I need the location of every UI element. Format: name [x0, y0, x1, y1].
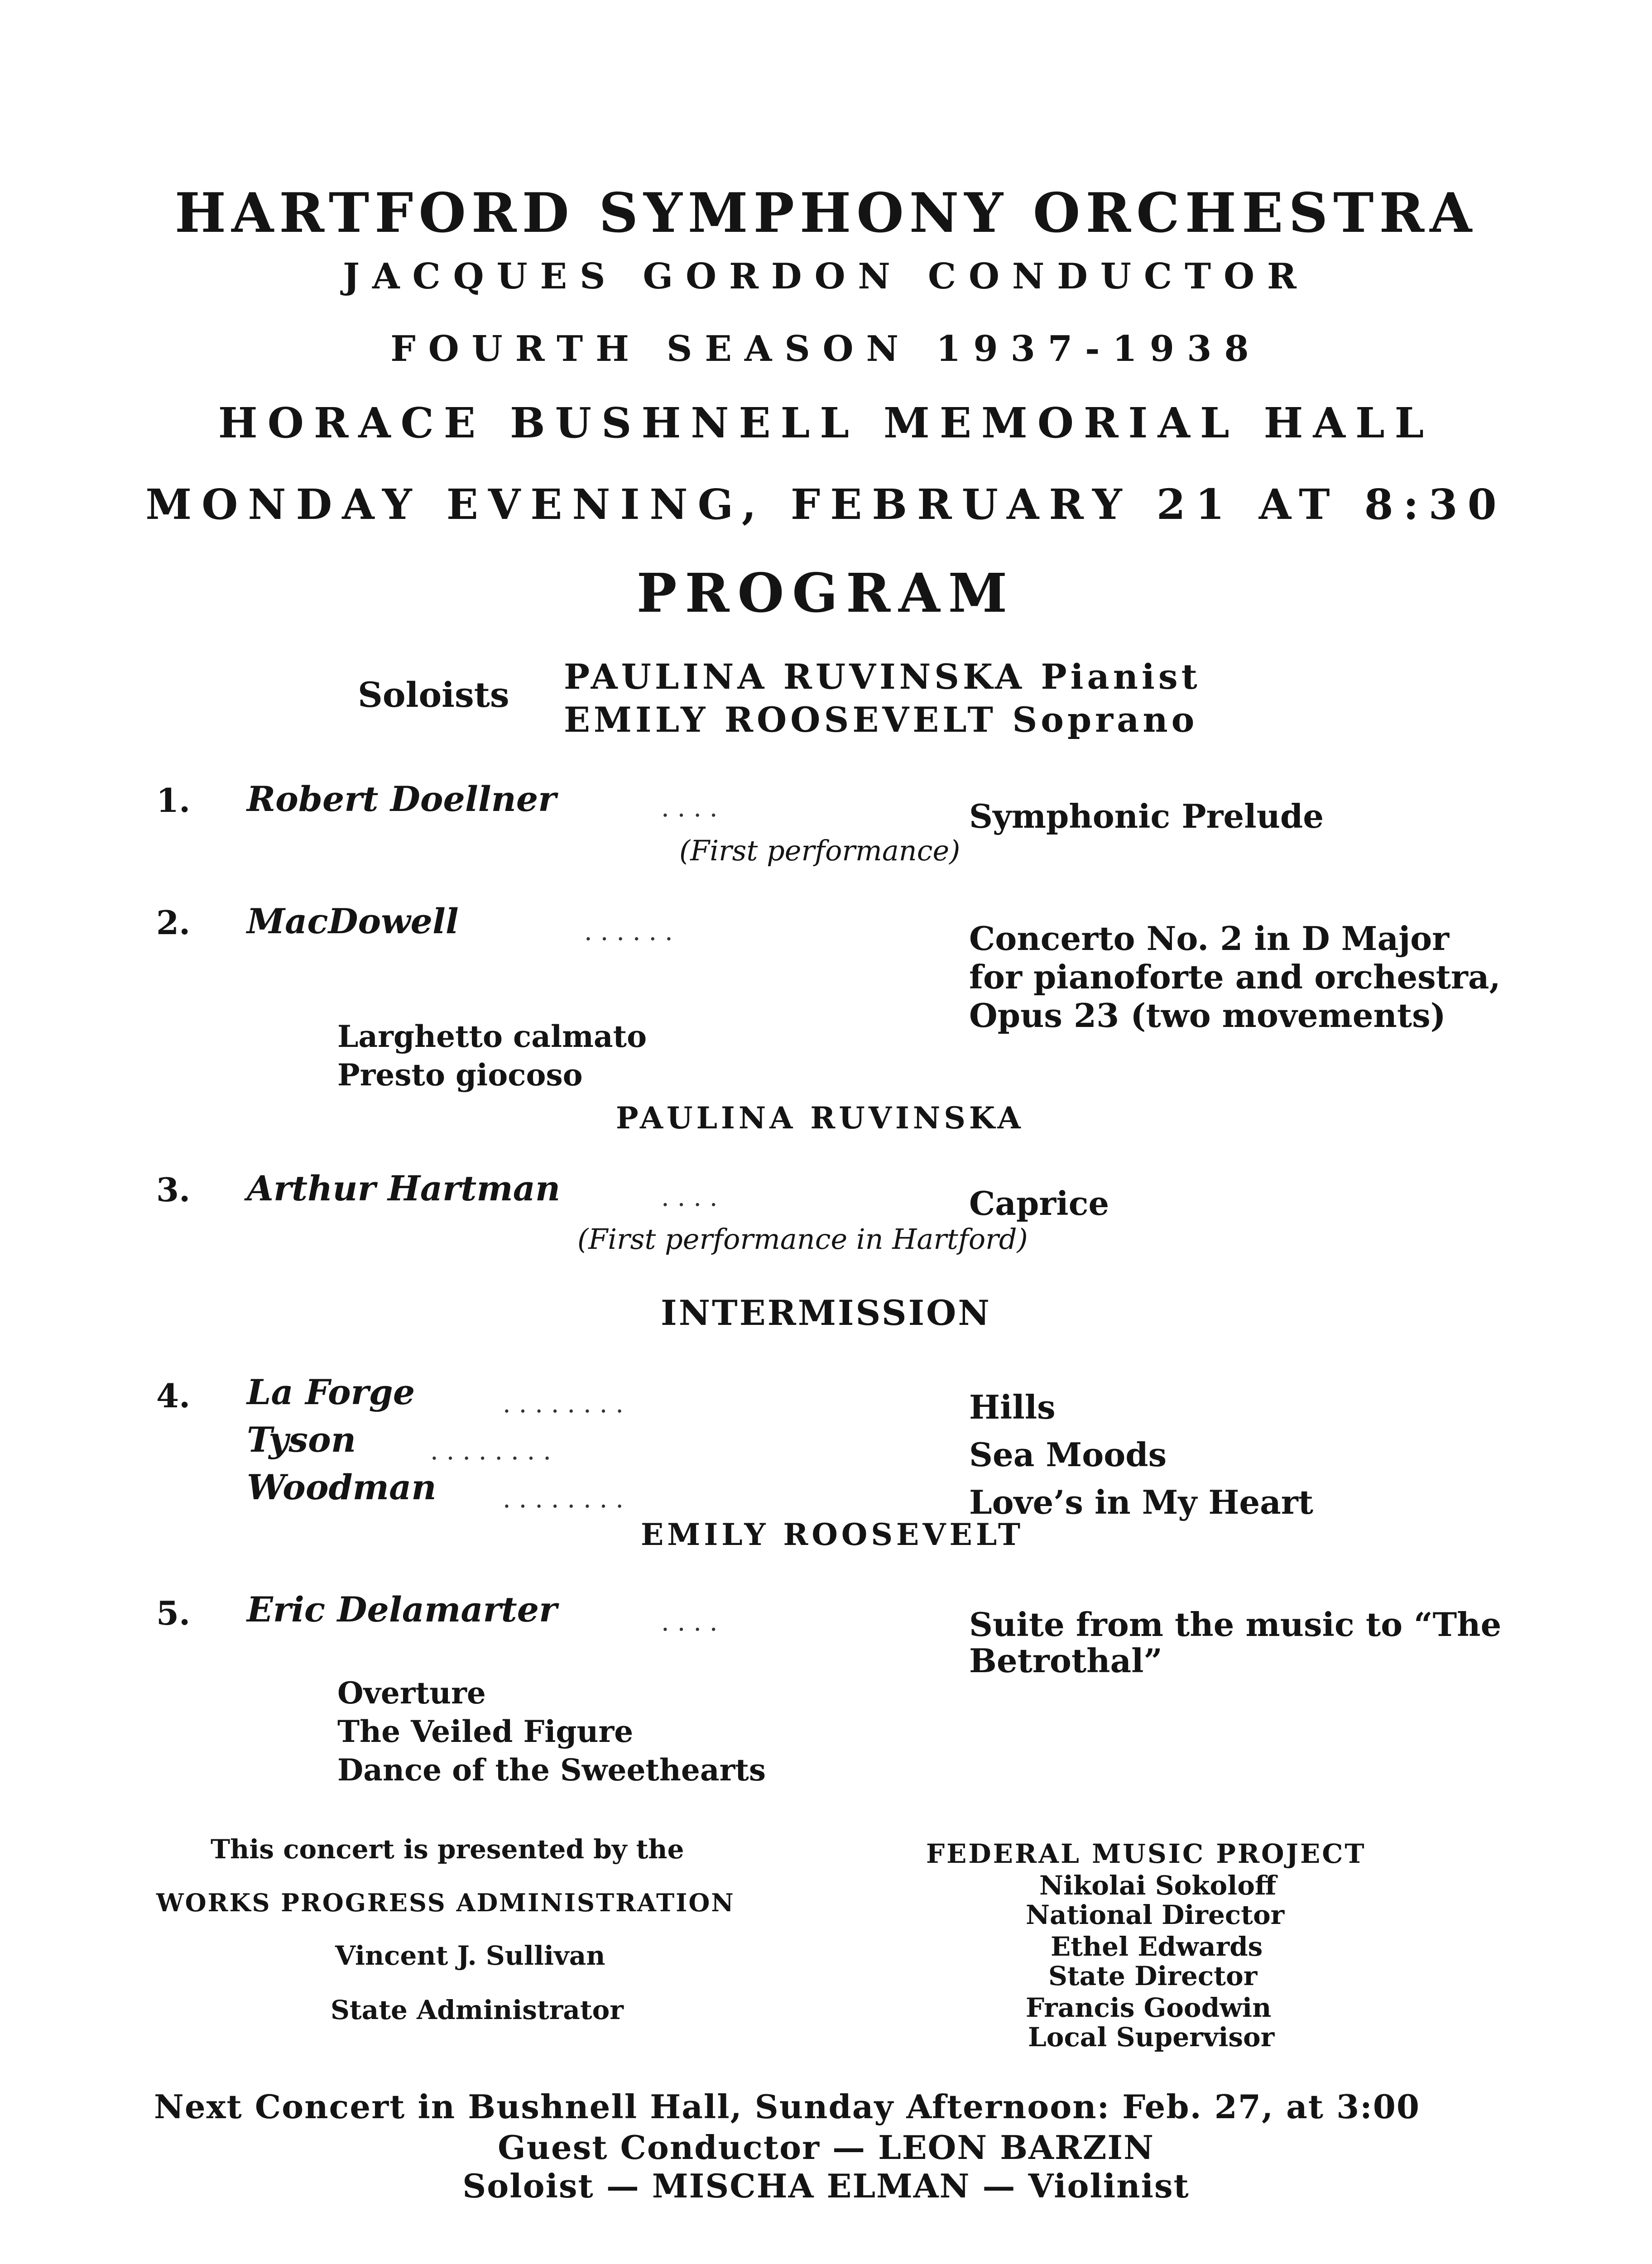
- work-title-line: Betrothal”: [969, 1641, 1162, 1680]
- composer-name: Tyson: [247, 1420, 356, 1460]
- soloist-soprano: EMILY ROOSEVELT Soprano: [564, 700, 1198, 740]
- composer-name: Robert Doellner: [247, 779, 557, 819]
- movement-name: Overture: [337, 1675, 486, 1711]
- intermission-label: INTERMISSION: [661, 1293, 991, 1333]
- work-title: Symphonic Prelude: [969, 797, 1324, 835]
- performance-note: (First performance): [679, 834, 960, 867]
- wpa-line: WORKS PROGRESS ADMINISTRATION: [156, 1888, 735, 1917]
- item-number: 5.: [156, 1594, 191, 1632]
- fmp-name: Francis Goodwin: [1026, 1992, 1272, 2023]
- program-heading: PROGRAM: [636, 561, 1016, 624]
- work-title: Hills: [969, 1388, 1056, 1426]
- fmp-title: State Director: [1048, 1961, 1258, 1991]
- fmp-title: National Director: [1026, 1899, 1285, 1930]
- soloists-label: Soloists: [358, 675, 509, 715]
- fmp-name: Ethel Edwards: [1051, 1931, 1263, 1962]
- leader-dots: . . . .: [661, 1607, 718, 1637]
- soloist-line: Soloist — MISCHA ELMAN — Violinist: [462, 2167, 1190, 2205]
- item-number: 3.: [156, 1170, 191, 1209]
- next-concert-line: Next Concert in Bushnell Hall, Sunday Afternoon: Feb. 27, at 3:00: [154, 2087, 1420, 2126]
- administrator-name: Vincent J. Sullivan: [335, 1940, 605, 1971]
- work-title-line: Suite from the music to “The: [969, 1605, 1502, 1644]
- leader-dots: . . . . . .: [584, 917, 673, 946]
- venue-line: HORACE BUSHNELL MEMORIAL HALL: [218, 398, 1434, 447]
- orchestra-title: HARTFORD SYMPHONY ORCHESTRA: [174, 181, 1478, 245]
- work-title-line: Opus 23 (two movements): [969, 996, 1446, 1035]
- fmp-title: Local Supervisor: [1028, 2022, 1275, 2053]
- leader-dots: . . . .: [661, 793, 718, 823]
- item-number: 2.: [156, 903, 191, 942]
- work-title: Love’s in My Heart: [969, 1483, 1314, 1521]
- item-number: 4.: [156, 1377, 191, 1415]
- movement-name: Larghetto calmato: [337, 1019, 647, 1054]
- leader-dots: . . . . . . . .: [503, 1484, 624, 1514]
- work-title-line: for pianoforte and orchestra,: [969, 958, 1501, 996]
- leader-dots: . . . . . . . .: [430, 1436, 552, 1466]
- movement-name: Presto giocoso: [337, 1057, 583, 1093]
- composer-name: La Forge: [247, 1372, 415, 1412]
- composer-name: Woodman: [247, 1467, 437, 1507]
- composer-name: Eric Delamarter: [247, 1589, 557, 1630]
- fmp-heading: FEDERAL MUSIC PROJECT: [926, 1838, 1366, 1869]
- item-number: 1.: [156, 781, 191, 820]
- leader-dots: . . . . . . . .: [503, 1389, 624, 1419]
- leader-dots: . . . .: [661, 1183, 718, 1212]
- performer-name: PAULINA RUVINSKA: [616, 1100, 1024, 1136]
- season-line: FOURTH SEASON 1937-1938: [390, 328, 1262, 369]
- administrator-title: State Administrator: [331, 1995, 624, 2025]
- soloist-pianist: PAULINA RUVINSKA Pianist: [564, 657, 1201, 697]
- performance-note: (First performance in Hartford): [577, 1223, 1028, 1256]
- work-title-line: Concerto No. 2 in D Major: [969, 919, 1450, 958]
- work-title: Caprice: [969, 1184, 1109, 1223]
- performer-name: EMILY ROOSEVELT: [641, 1517, 1024, 1552]
- guest-conductor-line: Guest Conductor — LEON BARZIN: [498, 2128, 1154, 2167]
- conductor-line: JACQUES GORDON CONDUCTOR: [343, 256, 1309, 297]
- movement-name: The Veiled Figure: [337, 1714, 634, 1749]
- composer-name: Arthur Hartman: [247, 1168, 561, 1209]
- presented-by-line: This concert is presented by the: [211, 1834, 684, 1865]
- fmp-name: Nikolai Sokoloff: [1039, 1870, 1277, 1901]
- work-title: Sea Moods: [969, 1435, 1167, 1474]
- date-line: MONDAY EVENING, FEBRUARY 21 AT 8:30: [145, 480, 1507, 529]
- movement-name: Dance of the Sweethearts: [337, 1752, 766, 1788]
- composer-name: MacDowell: [247, 901, 459, 941]
